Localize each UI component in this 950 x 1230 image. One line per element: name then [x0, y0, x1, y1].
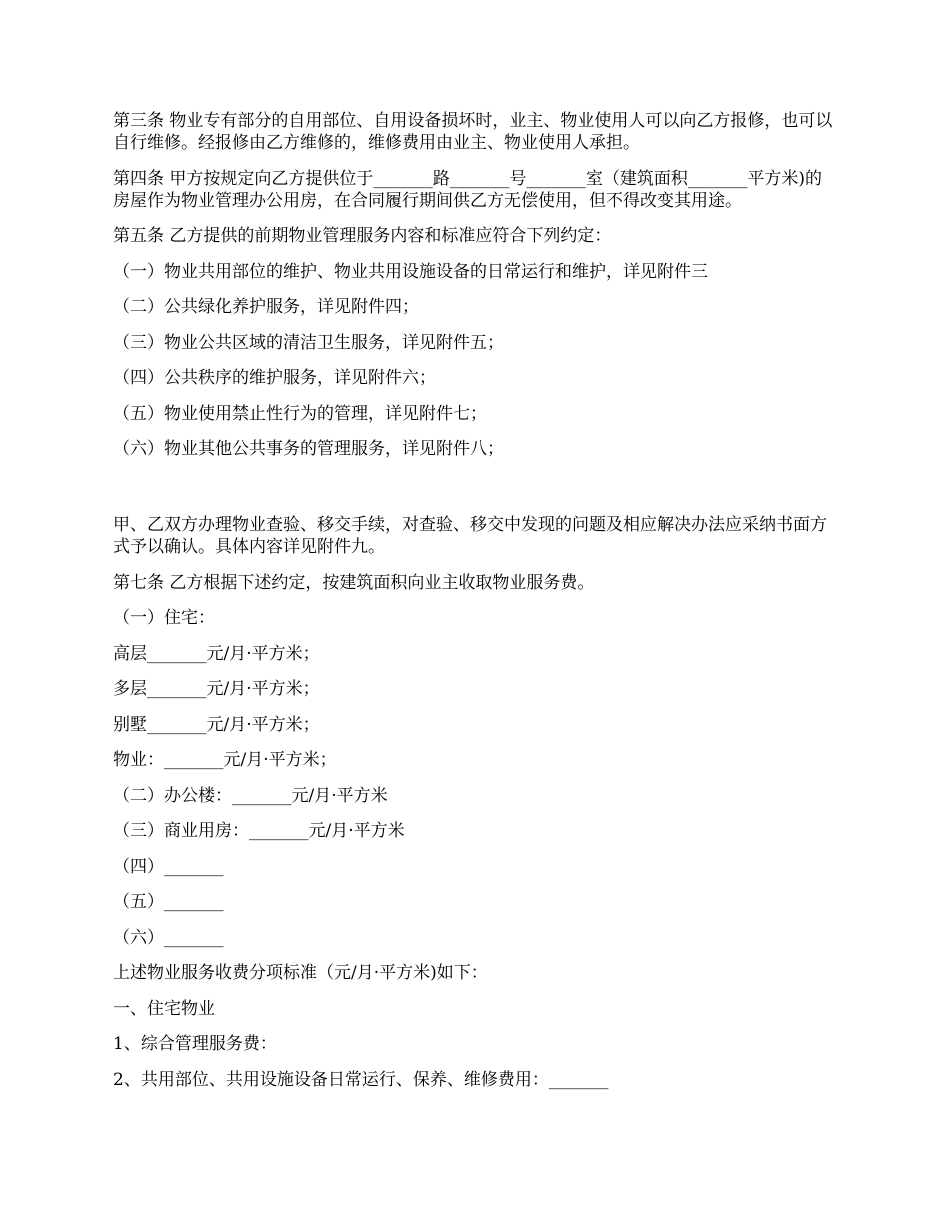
document-body: [113, 110, 837, 1104]
maintenance-fee-item: 2、共用部位、共用设施设备日常运行、保养、维修费用：_______: [113, 1069, 609, 1090]
fee-item-5: （五）_______: [113, 892, 224, 912]
fee-property: 物业：_______元/月·平方米；: [113, 750, 337, 770]
fee-villa: 别墅_______元/月·平方米；: [113, 714, 320, 735]
fee-multi-storey: 多层_______元/月·平方米；: [113, 679, 320, 699]
fee-item-6: （六）_______: [113, 927, 224, 948]
article-5-item-6: （六）物业其他公共事务的管理服务，详见附件八；: [113, 439, 504, 459]
article-5-item-3: （三）物业公共区域的清洁卫生服务，详见附件五；: [113, 332, 504, 353]
article-5-item-5: （五）物业使用禁止性行为的管理，详见附件七；: [113, 403, 487, 424]
article-4-paragraph: 第四条 甲方按规定向乙方提供位于_______路_______号_______室（建筑面积_______平方米)的房屋作为物业管理办公用房，在合同履行期间供乙方无偿使用，但不得改变其用途。: [113, 168, 823, 211]
fee-high-rise: 高层_______元/月·平方米；: [113, 643, 320, 664]
article-5-item-2: （二）公共绿化养护服务，详见附件四；: [113, 297, 419, 317]
handover-paragraph: 甲、乙双方办理物业查验、移交手续，对查验、移交中发现的问题及相应解决办法应采纳书面方式予以确认。具体内容详见附件九。: [113, 515, 827, 557]
residential-heading: （一）住宅：: [113, 608, 215, 628]
article-5-item-4: （四）公共秩序的维护服务，详见附件六；: [113, 368, 436, 388]
fee-item-4: （四）_______: [113, 856, 224, 877]
residential-property-heading: 一、住宅物业: [113, 998, 215, 1019]
management-fee-item: 1、综合管理服务费：: [113, 1034, 277, 1054]
fee-breakdown-intro: 上述物业服务收费分项标准（元/月·平方米)如下：: [113, 963, 488, 983]
fee-office-building: （二）办公楼：_______元/月·平方米: [113, 785, 388, 806]
article-5-paragraph: 第五条 乙方提供的前期物业管理服务内容和标准应符合下列约定：: [113, 226, 612, 246]
article-3-paragraph: 第三条 物业专有部分的自用部位、自用设备损坏时，业主、物业使用人可以向乙方报修，也可以自行维修。经报修由乙方维修的，维修费用由业主、物业使用人承担。: [113, 111, 833, 153]
article-5-item-1: （一）物业共用部位的维护、物业共用设施设备的日常运行和维护，详见附件三: [113, 261, 708, 282]
article-7-paragraph: 第七条 乙方根据下述约定，按建筑面积向业主收取物业服务费。: [113, 572, 595, 593]
fee-commercial: （三）商业用房：_______元/月·平方米: [113, 821, 405, 841]
